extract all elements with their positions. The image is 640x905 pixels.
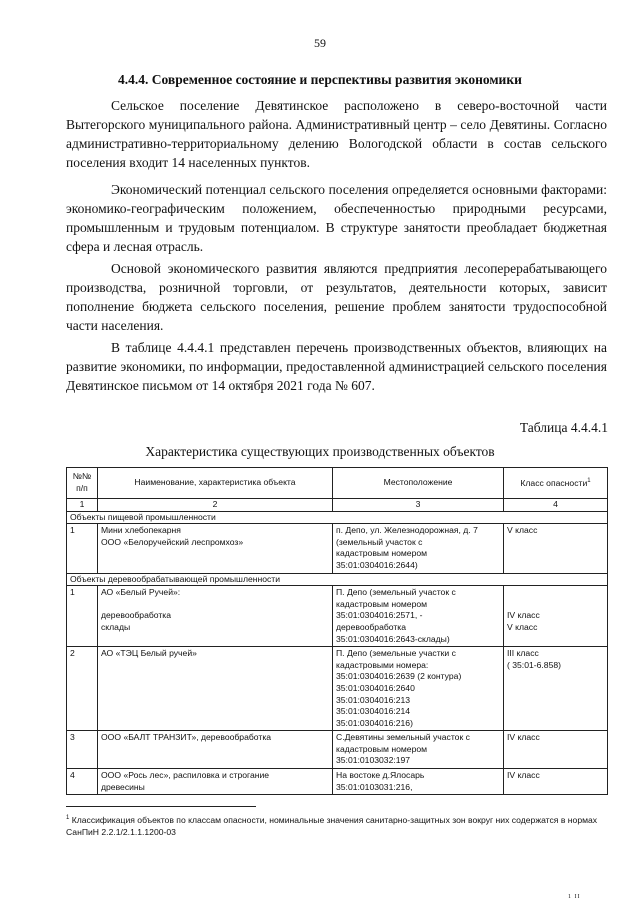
object-hazard-class <box>504 769 608 795</box>
class-line: IV класс <box>507 770 540 781</box>
class-line: ( 35:01-6.858) <box>507 659 561 670</box>
location-line: кадастровым номером <box>336 743 428 754</box>
location-line: П. Депо (земельный участок с <box>336 587 456 598</box>
location-line: кадастровым номером <box>336 598 428 609</box>
table-row <box>67 647 608 731</box>
object-name <box>98 769 333 795</box>
footnote <box>66 812 606 838</box>
location-line: С.Девятины земельный участок с <box>336 732 470 743</box>
footnote-ref: 1 <box>587 478 591 485</box>
location-line: 35:01:0304016:2644) <box>336 559 418 570</box>
location-line: 35:01:0304016:214 <box>336 706 411 717</box>
row-number: 2 <box>67 647 98 731</box>
name-line: Мини хлебопекарня <box>101 525 181 536</box>
table-title: Характеристика существующих производственных объектов <box>145 444 495 459</box>
object-hazard-class <box>504 524 608 573</box>
section-heading: 4.4.4. Современное состояние и перспективы развития экономики <box>118 72 522 87</box>
bottom-mark: 1 II <box>568 894 581 900</box>
column-number-row <box>67 499 608 512</box>
object-location <box>333 524 504 573</box>
paragraph-table-intro: В таблице 4.4.4.1 представлен перечень производственных объектов, влияющих на развитие экономики, по информации, предоставленной администрацией сельского поселения Девятинское письмом от 14 октября 2021 года № 607. <box>66 340 607 393</box>
footnote-separator <box>66 806 256 807</box>
location-line: 35:01:0304016:213 <box>336 694 411 705</box>
section-row-wood <box>67 573 608 586</box>
location-line: 35:01:0304016:2639 (2 контура) <box>336 671 462 682</box>
object-hazard-class <box>504 647 608 731</box>
header-name: Наименование, характеристика объекта <box>98 468 333 499</box>
col-num-1: 1 <box>67 499 98 512</box>
table-number: Таблица 4.4.4.1 <box>519 420 608 435</box>
class-line: IV класс <box>507 610 540 621</box>
location-line: 35:01:0304016:2643-склады) <box>336 633 450 644</box>
paragraph-location: Сельское поселение Девятинское расположено в северо-восточной части Вытегорского муниципального района. Административный центр – село Девятины. Согласно административно-территориальному делению Вологодской области в состав сельского поселения входит 14 населенных пунктов. <box>66 98 607 170</box>
col-num-4: 4 <box>504 499 608 512</box>
header-hazard-class <box>504 468 608 499</box>
paragraph-economic-potential: Экономический потенциал сельского поселения определяется основными факторами: экономико-географическим положением, обеспеченностью природными ресурсами, промышленным и трудовым потенциалом. В структуре занятости преобладает бюджетная сфера и лесная отрасль. <box>66 182 607 254</box>
header-hazard-class-label: Класс опасности <box>520 478 588 489</box>
object-name <box>98 731 333 769</box>
header-location: Местоположение <box>333 468 504 499</box>
location-line: 35:01:0103031:216, <box>336 781 413 792</box>
name-line: ООО «Рось лес», распиловка и строгание <box>101 770 270 781</box>
name-line: ООО «БАЛТ ТРАНЗИТ», деревообработка <box>101 732 272 743</box>
footnote-text: Классификация объектов по классам опасности, номинальные значения санитарно-защитных зон вокруг них содержатся в нормах СанПиН 2.2.1/2.1.1.1200-03 <box>66 814 598 837</box>
location-line: деревообработка <box>336 621 407 632</box>
page-number: 59 <box>314 36 326 50</box>
section-label: Объекты деревообрабатывающей промышленности <box>67 573 608 586</box>
location-line: П. Депо (земельные участки с <box>336 648 456 659</box>
class-line: IV класс <box>507 732 540 743</box>
table-row <box>67 769 608 795</box>
object-hazard-class <box>504 586 608 647</box>
location-line: 35:01:0304016:2571, - <box>336 610 423 621</box>
class-line: V класс <box>507 621 538 632</box>
location-line: (земельный участок с <box>336 536 423 547</box>
name-line: АО «Белый Ручей»: <box>101 587 181 598</box>
location-line: На востоке д.Ялосарь <box>336 770 425 781</box>
col-num-2: 2 <box>98 499 333 512</box>
object-hazard-class <box>504 731 608 769</box>
class-line: III класс <box>507 648 539 659</box>
name-line: древесины <box>101 781 145 792</box>
location-line: 35:01:0304016:2640 <box>336 682 415 693</box>
location-line: 35:01:0103032:197 <box>336 755 411 766</box>
table-row <box>67 586 608 647</box>
object-location <box>333 647 504 731</box>
name-line: ООО «Белоручейский леспромхоз» <box>101 536 244 547</box>
paragraph-development-basis: Основой экономического развития являются предприятия лесоперерабатывающего производства, розничной торговли, от результатов, деятельности которых, зависит пополнение бюджета сельского поселения, решение проблем занятости трудоспособной части населения. <box>66 261 607 333</box>
name-line: АО «ТЭЦ Белый ручей» <box>101 648 197 659</box>
header-number: №№ п/п <box>67 468 98 499</box>
name-line: деревообработка <box>101 610 172 621</box>
location-line: 35:01:0304016:216) <box>336 717 413 728</box>
class-line: V класс <box>507 525 538 536</box>
table-row <box>67 731 608 769</box>
section-label: Объекты пищевой промышленности <box>67 511 608 524</box>
location-line: кадастровым номером <box>336 548 428 559</box>
location-line: п. Депо, ул. Железнодорожная, д. 7 <box>336 525 478 536</box>
table-row <box>67 524 608 573</box>
table-header-row <box>67 468 608 499</box>
object-name <box>98 647 333 731</box>
object-name <box>98 586 333 647</box>
col-num-3: 3 <box>333 499 504 512</box>
footnote-marker: 1 <box>66 815 70 821</box>
row-number: 4 <box>67 769 98 795</box>
row-number: 1 <box>67 586 98 647</box>
location-line: кадастровыми номера: <box>336 659 429 670</box>
production-objects-table <box>66 467 608 795</box>
object-name <box>98 524 333 573</box>
row-number: 3 <box>67 731 98 769</box>
section-row-food <box>67 511 608 524</box>
name-line: склады <box>101 621 131 632</box>
row-number: 1 <box>67 524 98 573</box>
object-location <box>333 586 504 647</box>
object-location <box>333 769 504 795</box>
object-location <box>333 731 504 769</box>
